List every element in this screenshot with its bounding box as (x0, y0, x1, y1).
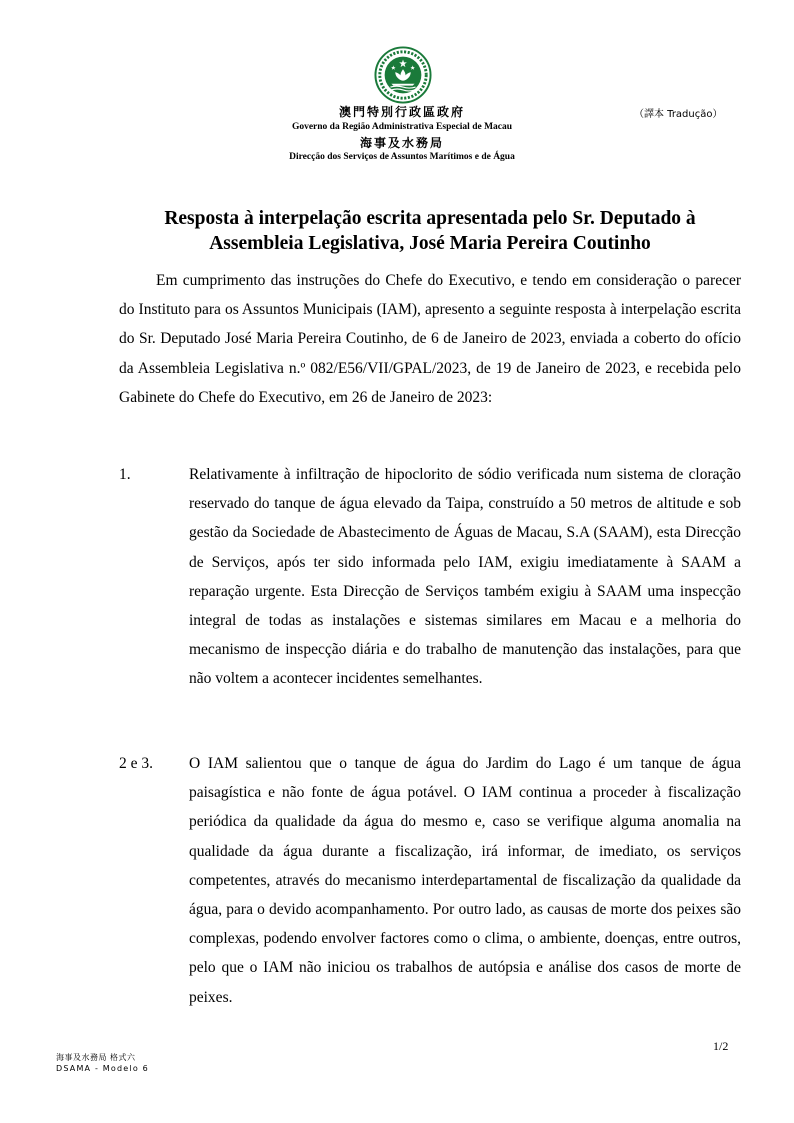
page-number: 1/2 (713, 1039, 729, 1053)
list-item-text: Relativamente à infiltração de hipoclorito de sódio verificada num sistema de cloração reservado do tanque de água elevado da Taipa, construído a 50 metros de altitude e sob gestão da Sociedade de Abastecimento de Águas de Macau, S.A (SAAM), esta Direcção de Serviços, após ter sido informada pelo IAM, exigiu imediatamente à SAAM a reparação urgente. Esta Direcção de Serviços também exigiu à SAAM uma inspecção integral de todas as instalações e sistemas similares em Macau e a melhoria do mecanismo de inspecção diária e do trabalho de manutenção das instalações, para que não voltem a acontecer incidentes semelhantes. (189, 466, 741, 688)
translation-note: （譯本 Tradução） (634, 109, 723, 120)
footer-form-pt: DSAMA - Modelo 6 (56, 1064, 149, 1073)
intro-paragraph: Em cumprimento das instruções do Chefe do Executivo, e tendo em consideração o parecer do Instituto para os Assuntos Municipais (IAM), apresento a seguinte resposta à interpelação escrita do Sr. Deputado José Maria Pereira Coutinho, de 6 de Janeiro de 2023, enviada a coberto do ofício da Assembleia Legislativa n.º 082/E56/VII/GPAL/2023, de 19 de Janeiro de 2023, e recebida pelo Gabinete do Chefe do Executivo, em 26 de Janeiro de 2023: (119, 272, 741, 406)
list-item-number: 1. (119, 466, 131, 483)
list-item-text: O IAM salientou que o tanque de água do Jardim do Lago é um tanque de água paisagística e não fonte de água potável. O IAM continua a proceder à fiscalização periódica da qualidade da água do mesmo e, caso se verifique alguma anomalia na qualidade da água durante a fiscalização, irá informar, de imediato, os serviços competentes, através do mecanismo interdepartamental de fiscalização da qualidade da água, para o devido acompanhamento. Por outro lado, as causas de morte dos peixes são complexas, podendo envolver factores como o clima, o ambiente, doenças, entre outros, pelo que o IAM não iniciou os trabalhos de autópsia e análise dos casos de morte de peixes. (189, 755, 741, 1006)
macau-emblem-icon (374, 46, 432, 104)
list-item (119, 749, 741, 1012)
list-item (119, 460, 741, 694)
list-item-number: 2 e 3. (119, 755, 154, 772)
document-title-line-1: Resposta à interpelação escrita apresentada pelo Sr. Deputado à (164, 208, 696, 229)
document-title-line-2: Assembleia Legislativa, José Maria Pereira Coutinho (209, 233, 651, 254)
department-name-pt: Direcção dos Serviços de Assuntos Marítimos e de Água (289, 152, 515, 162)
footer-form-zh: 海事及水務局 格式六 (56, 1053, 136, 1062)
government-name-zh: 澳門特別行政區政府 (338, 105, 465, 119)
document-title (120, 206, 740, 256)
government-name-pt: Governo da Região Administrativa Especial de Macau (291, 122, 513, 132)
department-name-zh: 海事及水務局 (359, 136, 444, 150)
